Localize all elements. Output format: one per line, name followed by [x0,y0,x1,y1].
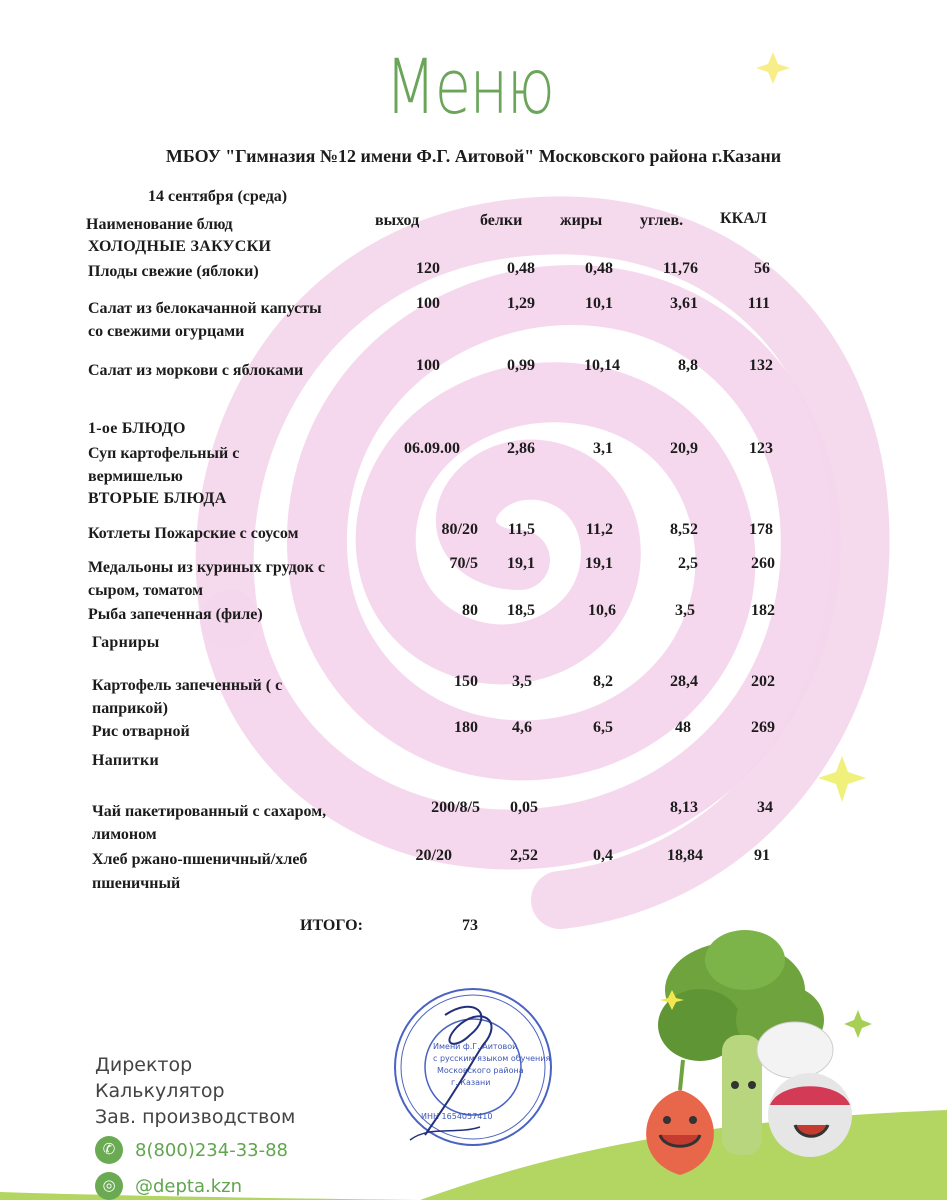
item-kcal: 56 [754,260,770,277]
total-value: 73 [462,917,478,934]
item-fat: 11,2 [585,521,613,538]
official-stamp [385,975,565,1155]
item-protein: 2,52 [510,847,538,864]
item-fat: 10,6 [588,602,616,619]
section-drinks: Напитки [92,752,160,769]
item-kcal: 202 [751,673,775,690]
item-protein: 1,29 [507,295,535,312]
item-fat: 8,2 [593,673,613,690]
item-protein: 2,86 [507,440,535,457]
item-output: 180 [454,719,478,736]
item-fat: 0,4 [593,847,613,864]
item-output: 120 [416,260,440,277]
item-protein: 4,6 [512,719,532,736]
item-output: 70/5 [449,555,478,572]
item-protein: 0,99 [507,357,535,374]
header-carbs: углев. [640,212,684,229]
item-carbs: 48 [675,719,691,736]
item-name: Котлеты Пожарские с соусом [88,525,299,542]
item-protein: 18,5 [507,602,535,619]
item-fat: 19,1 [585,555,613,572]
item-fat: 6,5 [593,719,613,736]
header-output: выход [375,212,420,229]
phone-number: 8(800)234-33-88 [135,1139,289,1161]
item-name: Картофель запеченный ( с [92,677,283,694]
section-garnish: Гарниры [92,634,160,651]
role-director: Директор [95,1054,193,1076]
item-name: Рис отварной [92,723,190,740]
item-carbs: 3,61 [670,295,698,312]
item-fat: 3,1 [593,440,613,457]
section-cold-appetizers: ХОЛОДНЫЕ ЗАКУСКИ [88,238,272,255]
item-protein: 3,5 [512,673,532,690]
item-kcal: 111 [747,295,770,312]
item-protein: 11,5 [507,521,535,538]
item-name-line2: паприкой) [92,700,168,717]
phone-contact[interactable] [95,1136,288,1164]
item-carbs: 2,5 [678,555,698,572]
item-name: Медальоны из куриных грудок с [88,559,325,576]
item-protein: 0,05 [510,799,538,816]
item-carbs: 8,8 [678,357,698,374]
item-name: Суп картофельный с [88,445,240,462]
menu-date: 14 сентября (среда) [148,188,288,205]
item-carbs: 8,13 [670,799,698,816]
item-name: Хлеб ржано-пшеничный/хлеб [92,851,308,868]
stamp-line: Имени ф.Г. Аитовой [433,1042,518,1051]
item-name: Рыба запеченная (филе) [88,606,263,623]
instagram-contact[interactable] [95,1172,242,1200]
instagram-handle: @depta.kzn [135,1175,243,1197]
item-name-line2: сыром, томатом [88,582,204,599]
total-label: ИТОГО: [300,917,363,934]
page-title: Меню [385,42,554,131]
item-carbs: 8,52 [670,521,698,538]
item-kcal: 123 [749,440,773,457]
item-carbs: 18,84 [667,847,703,864]
header-fat: жиры [560,212,603,229]
item-carbs: 20,9 [670,440,698,457]
item-kcal: 269 [751,719,775,736]
item-output: 100 [416,295,440,312]
onion-character [646,1060,714,1175]
item-kcal: 260 [751,555,775,572]
item-fat: 0,48 [585,260,613,277]
item-name-line2: пшеничный [92,875,181,892]
instagram-icon: ◎ [95,1172,123,1200]
item-kcal: 182 [751,602,775,619]
item-protein: 19,1 [507,555,535,572]
section-first-course: 1-ое БЛЮДО [88,420,186,437]
item-kcal: 91 [754,847,770,864]
role-calculator: Калькулятор [95,1080,225,1102]
school-name: МБОУ "Гимназия №12 имени Ф.Г. Аитовой" Московского района г.Казани [165,146,782,166]
item-name: Чай пакетированный с сахаром, [92,803,327,820]
item-name-line2: вермишелью [88,468,183,485]
item-carbs: 3,5 [675,602,695,619]
item-output: 80 [462,602,478,619]
item-output: 150 [454,673,478,690]
stamp-line: г. Казани [451,1078,491,1087]
item-name: Салат из белокачанной капусты [88,300,322,317]
stamp-code: ИНН 1654057410 [421,1112,493,1121]
item-kcal: 34 [757,799,773,816]
item-output: 80/20 [441,521,478,538]
item-carbs: 28,4 [670,673,698,690]
star-decoration [756,52,790,84]
section-second-courses: ВТОРЫЕ БЛЮДА [88,490,227,507]
stamp-line: Московского района [437,1066,524,1075]
item-name: Салат из моркови с яблоками [88,362,304,379]
item-output: 20/20 [415,847,452,864]
item-fat: 10,1 [585,295,613,312]
item-fat: 10,14 [584,357,620,374]
item-name-line2: лимоном [92,826,157,843]
item-carbs: 11,76 [662,260,698,277]
header-name: Наименование блюд [86,216,233,233]
footer-roles [95,1052,295,1130]
stamp-line: с русским языком обучения [433,1054,551,1063]
role-production-head: Зав. производством [95,1106,296,1128]
item-output: 100 [416,357,440,374]
item-name-line2: со свежими огурцами [88,323,245,340]
phone-icon: ✆ [95,1136,123,1164]
header-kcal: ККАЛ [720,210,767,227]
item-output: 200/8/5 [431,799,480,816]
item-protein: 0,48 [507,260,535,277]
item-name: Плоды свежие (яблоки) [88,263,259,280]
item-kcal: 178 [749,521,773,538]
header-protein: белки [480,212,523,229]
item-kcal: 132 [749,357,773,374]
item-output: 06.09.00 [404,440,460,457]
